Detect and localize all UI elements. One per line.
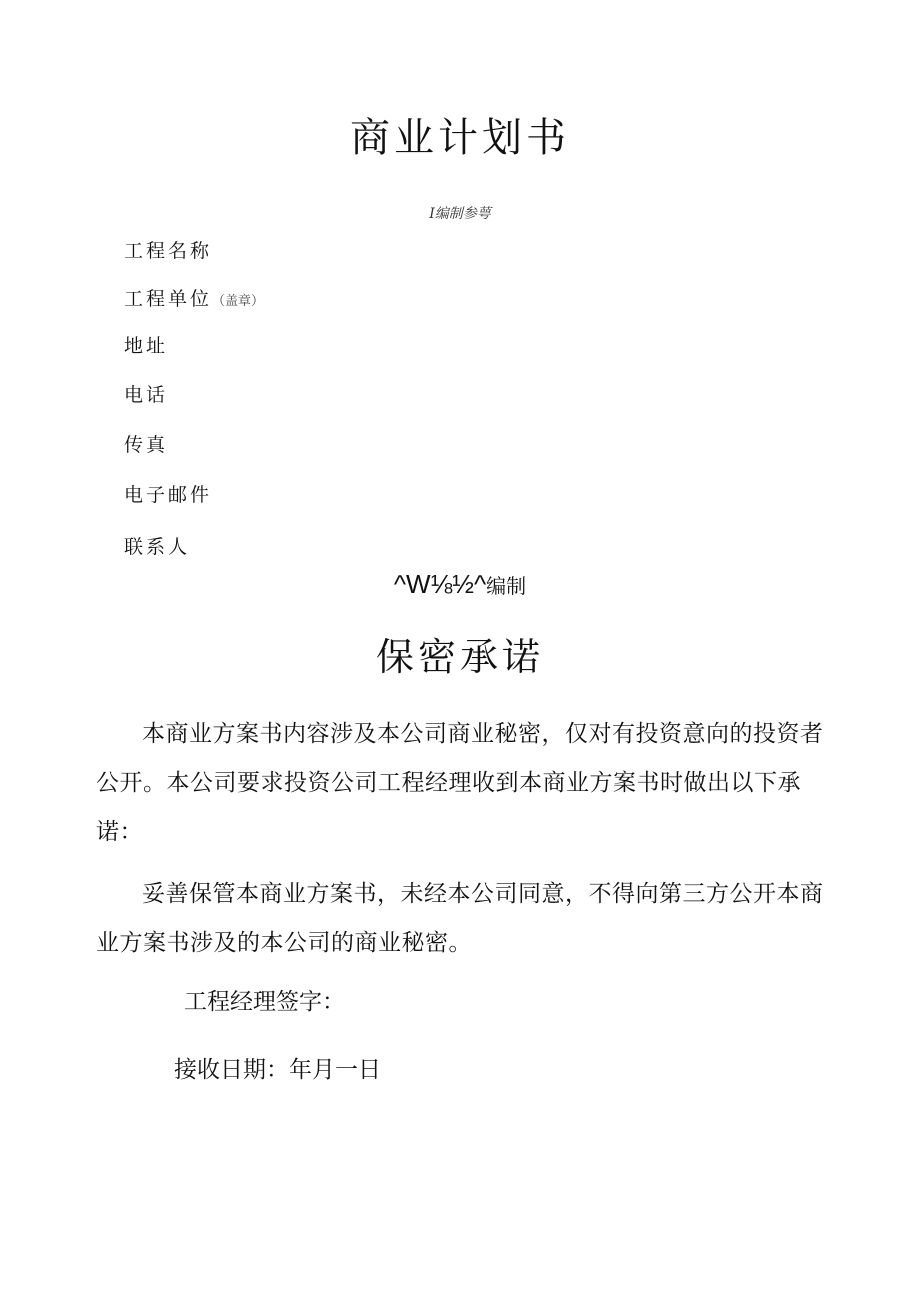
field-label: 电子邮件 [124,484,213,506]
field-email [124,482,212,508]
document-subtitle: I编制参萼 [429,206,491,222]
field-label: 传真 [124,434,169,456]
field-note-seal: （盖章） [212,294,265,309]
field-project-name [124,238,212,264]
compiled-date-line [0,566,920,604]
field-phone [124,382,168,408]
field-project-unit [124,286,264,315]
field-label: 地址 [124,335,169,357]
field-label: 联系人 [124,536,191,558]
receive-date-label: 接收日期：年月一日 [174,1057,381,1083]
confidentiality-paragraph-1: 本商业方案书内容涉及本公司商业秘密，仅对有投资意向的投资者公开。本公司要求投资公司工程经理收到本商业方案书时做出以下承诺： [96,721,824,845]
field-label: 电话 [124,384,169,406]
field-fax [124,432,168,458]
signature-label: 工程经理签字： [184,989,345,1015]
confidentiality-paragraph-2: 妥善保管本商业方案书，未经本公司同意，不得向第三方公开本商业方案书涉及的本公司的商业秘密。 [96,881,824,956]
compiled-suffix: 编制 [486,574,527,598]
field-label: 工程名称 [124,240,213,262]
field-label: 工程单位 [124,288,213,310]
document-title: 商业计划书 [350,115,570,161]
field-address [124,333,168,359]
compiled-date: ^W⅛½^ [393,569,487,599]
field-contact [124,534,190,560]
confidentiality-title: 保密承诺 [375,635,544,679]
